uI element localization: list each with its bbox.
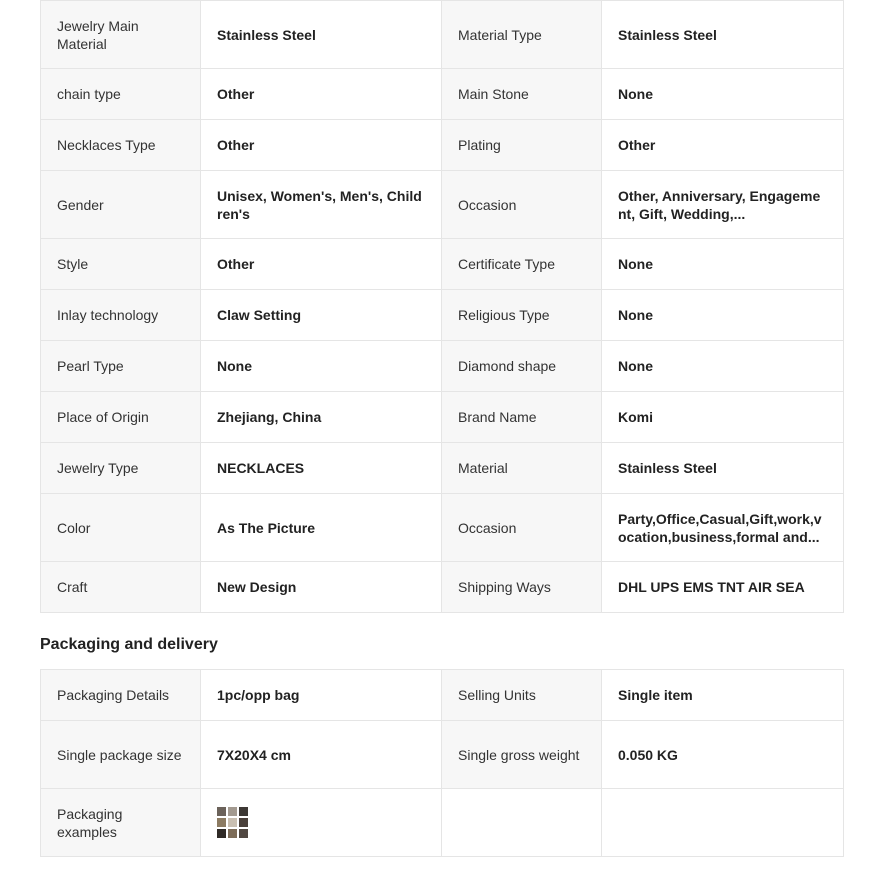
product-attributes-table [40, 0, 844, 613]
table-row [41, 494, 844, 562]
attribute-key: Occasion [442, 171, 602, 239]
table-row [41, 120, 844, 171]
attribute-key: Craft [41, 562, 201, 613]
attribute-key: Pearl Type [41, 341, 201, 392]
attribute-value: Stainless Steel [602, 443, 844, 494]
attribute-value: Single item [602, 670, 844, 721]
table-row [41, 290, 844, 341]
attribute-value: None [602, 239, 844, 290]
attribute-value: Other [201, 239, 442, 290]
table-row [41, 670, 844, 721]
attribute-key: Place of Origin [41, 392, 201, 443]
empty-cell [602, 789, 844, 857]
attribute-value-text: Party,Office,Casual,Gift,work,vocation,business,formal and... [618, 510, 822, 545]
attribute-value: Stainless Steel [201, 1, 442, 69]
attribute-value: None [602, 290, 844, 341]
attribute-key: Occasion [442, 494, 602, 562]
table-row [41, 562, 844, 613]
attribute-value-text: Unisex, Women's, Men's, Children's [217, 187, 422, 222]
table-row [41, 1, 844, 69]
attribute-value [602, 171, 844, 239]
attribute-key: Packaging examples [41, 789, 201, 857]
table-row [41, 443, 844, 494]
packaging-example-cell [201, 789, 442, 857]
table-row [41, 171, 844, 239]
attribute-key: Shipping Ways [442, 562, 602, 613]
table-row [41, 392, 844, 443]
attribute-value: DHL UPS EMS TNT AIR SEA [602, 562, 844, 613]
table-row [41, 789, 844, 857]
attribute-key: Main Stone [442, 69, 602, 120]
packaging-example-thumbnail[interactable] [217, 807, 248, 838]
table-row [41, 239, 844, 290]
attribute-key: Material Type [442, 1, 602, 69]
attribute-key: Color [41, 494, 201, 562]
attribute-key: Selling Units [442, 670, 602, 721]
table-row [41, 341, 844, 392]
table-row [41, 69, 844, 120]
packaging-table [40, 669, 844, 857]
packaging-section-title: Packaging and delivery [40, 636, 218, 653]
attribute-key: Plating [442, 120, 602, 171]
attribute-value [602, 494, 844, 562]
attribute-value: New Design [201, 562, 442, 613]
attribute-key: Diamond shape [442, 341, 602, 392]
attribute-value: 0.050 KG [602, 721, 844, 789]
attribute-key: Single package size [41, 721, 201, 789]
attribute-key: Inlay technology [41, 290, 201, 341]
attribute-key: Jewelry Main Material [41, 1, 201, 69]
attribute-value: 7X20X4 cm [201, 721, 442, 789]
empty-cell [442, 789, 602, 857]
attribute-key: Jewelry Type [41, 443, 201, 494]
attribute-value: 1pc/opp bag [201, 670, 442, 721]
attribute-value: Other [201, 69, 442, 120]
attribute-value: Zhejiang, China [201, 392, 442, 443]
attribute-key: Material [442, 443, 602, 494]
attribute-value: Other [201, 120, 442, 171]
attribute-value: Stainless Steel [602, 1, 844, 69]
attribute-value: None [602, 341, 844, 392]
table-row [41, 721, 844, 789]
attribute-key: Single gross weight [442, 721, 602, 789]
attribute-key: Style [41, 239, 201, 290]
attribute-value: NECKLACES [201, 443, 442, 494]
attribute-value: None [602, 69, 844, 120]
attribute-value-text: Other, Anniversary, Engagement, Gift, Wedding,... [618, 187, 821, 222]
attribute-key: Religious Type [442, 290, 602, 341]
attribute-value: None [201, 341, 442, 392]
attribute-value: Komi [602, 392, 844, 443]
attribute-key: Brand Name [442, 392, 602, 443]
attribute-key: Gender [41, 171, 201, 239]
attribute-value [201, 171, 442, 239]
attribute-value: As The Picture [201, 494, 442, 562]
attribute-value: Other [602, 120, 844, 171]
attribute-key: Necklaces Type [41, 120, 201, 171]
attribute-value: Claw Setting [201, 290, 442, 341]
attribute-key: Packaging Details [41, 670, 201, 721]
attribute-key: chain type [41, 69, 201, 120]
attribute-key: Certificate Type [442, 239, 602, 290]
